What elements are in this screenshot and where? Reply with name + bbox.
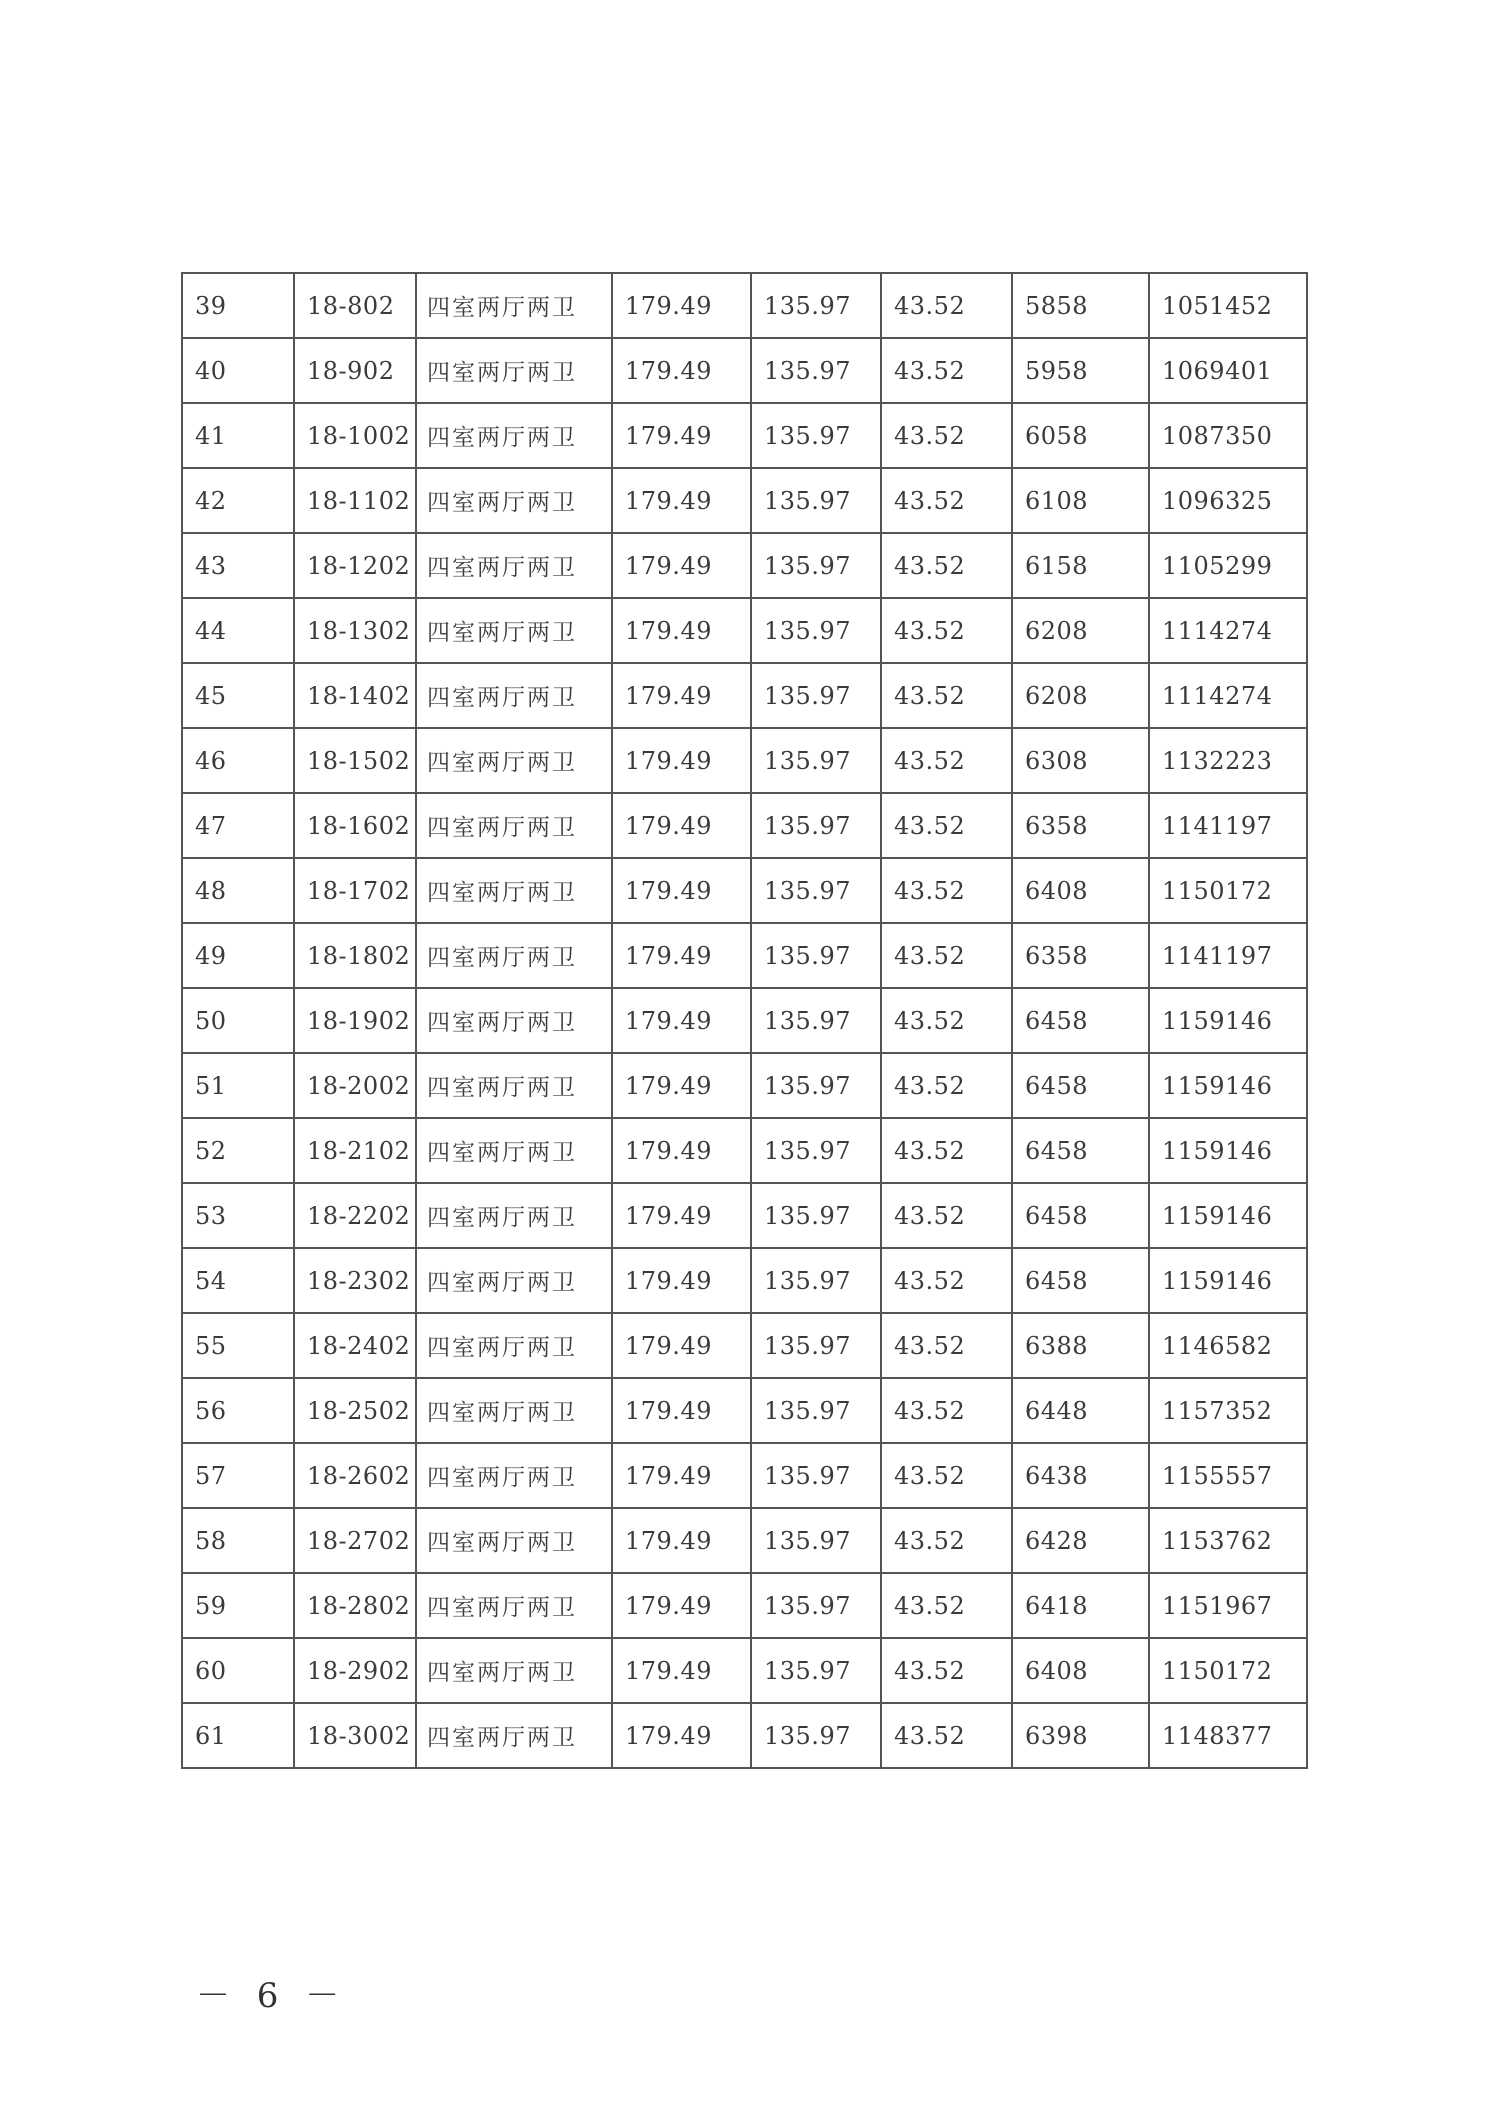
cell-unit-type: 四室两厅两卫 [416,338,612,403]
cell-building-area: 179.49 [612,1508,751,1573]
table-row [182,598,1307,663]
table-row [182,1638,1307,1703]
cell-building-area: 179.49 [612,533,751,598]
cell-unit-price: 6408 [1012,858,1149,923]
cell-unit-type: 四室两厅两卫 [416,728,612,793]
cell-unit-number: 18-1102 [294,468,416,533]
cell-unit-number: 18-1002 [294,403,416,468]
cell-total-price: 1087350 [1149,403,1307,468]
cell-building-area: 179.49 [612,923,751,988]
cell-unit-type: 四室两厅两卫 [416,988,612,1053]
page-number: － 6 － [196,1976,348,2016]
cell-unit-type: 四室两厅两卫 [416,1638,612,1703]
cell-shared-area: 43.52 [881,858,1012,923]
cell-shared-area: 43.52 [881,988,1012,1053]
cell-unit-price: 6358 [1012,793,1149,858]
cell-unit-number: 18-2102 [294,1118,416,1183]
cell-interior-area: 135.97 [751,1638,881,1703]
cell-unit-price: 6458 [1012,1183,1149,1248]
cell-row-number: 60 [182,1638,294,1703]
cell-building-area: 179.49 [612,793,751,858]
cell-unit-number: 18-802 [294,273,416,338]
cell-interior-area: 135.97 [751,793,881,858]
cell-shared-area: 43.52 [881,1508,1012,1573]
table-row [182,988,1307,1053]
cell-unit-number: 18-2402 [294,1313,416,1378]
cell-row-number: 44 [182,598,294,663]
cell-shared-area: 43.52 [881,533,1012,598]
cell-unit-price: 6058 [1012,403,1149,468]
cell-unit-number: 18-1702 [294,858,416,923]
cell-row-number: 46 [182,728,294,793]
cell-interior-area: 135.97 [751,1313,881,1378]
table-row [182,1118,1307,1183]
cell-total-price: 1157352 [1149,1378,1307,1443]
table-row [182,273,1307,338]
cell-interior-area: 135.97 [751,468,881,533]
cell-total-price: 1141197 [1149,793,1307,858]
cell-unit-number: 18-2502 [294,1378,416,1443]
cell-unit-price: 6388 [1012,1313,1149,1378]
cell-total-price: 1114274 [1149,663,1307,728]
cell-row-number: 51 [182,1053,294,1118]
cell-building-area: 179.49 [612,1183,751,1248]
cell-row-number: 61 [182,1703,294,1768]
cell-row-number: 59 [182,1573,294,1638]
cell-total-price: 1105299 [1149,533,1307,598]
cell-building-area: 179.49 [612,468,751,533]
cell-interior-area: 135.97 [751,988,881,1053]
cell-interior-area: 135.97 [751,1573,881,1638]
cell-shared-area: 43.52 [881,1313,1012,1378]
cell-shared-area: 43.52 [881,1703,1012,1768]
cell-unit-price: 6458 [1012,1053,1149,1118]
table-row [182,1703,1307,1768]
table-row [182,663,1307,728]
cell-unit-price: 6408 [1012,1638,1149,1703]
cell-building-area: 179.49 [612,598,751,663]
cell-unit-type: 四室两厅两卫 [416,923,612,988]
cell-shared-area: 43.52 [881,403,1012,468]
cell-row-number: 54 [182,1248,294,1313]
cell-unit-price: 5958 [1012,338,1149,403]
price-table [181,272,1308,1769]
cell-unit-type: 四室两厅两卫 [416,1378,612,1443]
cell-building-area: 179.49 [612,1378,751,1443]
cell-total-price: 1069401 [1149,338,1307,403]
cell-building-area: 179.49 [612,728,751,793]
table-row [182,1313,1307,1378]
cell-row-number: 53 [182,1183,294,1248]
cell-unit-number: 18-2202 [294,1183,416,1248]
cell-total-price: 1150172 [1149,1638,1307,1703]
cell-unit-number: 18-1502 [294,728,416,793]
cell-unit-price: 6448 [1012,1378,1149,1443]
cell-total-price: 1159146 [1149,1118,1307,1183]
table-row [182,793,1307,858]
cell-shared-area: 43.52 [881,1118,1012,1183]
cell-unit-type: 四室两厅两卫 [416,273,612,338]
cell-unit-type: 四室两厅两卫 [416,598,612,663]
cell-row-number: 43 [182,533,294,598]
cell-unit-number: 18-1902 [294,988,416,1053]
cell-total-price: 1150172 [1149,858,1307,923]
table-row [182,1378,1307,1443]
cell-total-price: 1051452 [1149,273,1307,338]
cell-interior-area: 135.97 [751,858,881,923]
cell-unit-number: 18-2902 [294,1638,416,1703]
cell-unit-price: 6108 [1012,468,1149,533]
cell-total-price: 1159146 [1149,1183,1307,1248]
cell-unit-type: 四室两厅两卫 [416,1183,612,1248]
table-row [182,1443,1307,1508]
table-row [182,858,1307,923]
cell-row-number: 39 [182,273,294,338]
cell-row-number: 57 [182,1443,294,1508]
cell-unit-number: 18-2602 [294,1443,416,1508]
cell-interior-area: 135.97 [751,1053,881,1118]
cell-row-number: 45 [182,663,294,728]
cell-building-area: 179.49 [612,1053,751,1118]
cell-shared-area: 43.52 [881,1053,1012,1118]
cell-row-number: 55 [182,1313,294,1378]
cell-unit-type: 四室两厅两卫 [416,1053,612,1118]
cell-interior-area: 135.97 [751,1443,881,1508]
cell-unit-type: 四室两厅两卫 [416,1573,612,1638]
cell-row-number: 56 [182,1378,294,1443]
cell-interior-area: 135.97 [751,1703,881,1768]
cell-unit-price: 6158 [1012,533,1149,598]
cell-unit-type: 四室两厅两卫 [416,468,612,533]
table-row [182,1183,1307,1248]
cell-total-price: 1159146 [1149,1248,1307,1313]
cell-unit-type: 四室两厅两卫 [416,1703,612,1768]
cell-shared-area: 43.52 [881,1638,1012,1703]
table-row [182,728,1307,793]
cell-unit-price: 5858 [1012,273,1149,338]
cell-unit-price: 6208 [1012,598,1149,663]
cell-unit-number: 18-2302 [294,1248,416,1313]
cell-unit-number: 18-2702 [294,1508,416,1573]
cell-row-number: 52 [182,1118,294,1183]
cell-shared-area: 43.52 [881,468,1012,533]
cell-interior-area: 135.97 [751,533,881,598]
cell-unit-type: 四室两厅两卫 [416,1118,612,1183]
cell-unit-price: 6458 [1012,1118,1149,1183]
cell-total-price: 1146582 [1149,1313,1307,1378]
cell-row-number: 58 [182,1508,294,1573]
cell-building-area: 179.49 [612,1118,751,1183]
cell-unit-type: 四室两厅两卫 [416,533,612,598]
cell-unit-number: 18-902 [294,338,416,403]
table-row [182,923,1307,988]
cell-unit-price: 6398 [1012,1703,1149,1768]
table-row [182,1573,1307,1638]
cell-unit-price: 6428 [1012,1508,1149,1573]
cell-row-number: 50 [182,988,294,1053]
cell-interior-area: 135.97 [751,338,881,403]
cell-unit-type: 四室两厅两卫 [416,1248,612,1313]
cell-unit-type: 四室两厅两卫 [416,793,612,858]
cell-total-price: 1153762 [1149,1508,1307,1573]
table-row [182,403,1307,468]
cell-shared-area: 43.52 [881,1573,1012,1638]
cell-unit-price: 6358 [1012,923,1149,988]
cell-shared-area: 43.52 [881,1443,1012,1508]
cell-unit-price: 6438 [1012,1443,1149,1508]
cell-row-number: 48 [182,858,294,923]
cell-shared-area: 43.52 [881,663,1012,728]
cell-building-area: 179.49 [612,338,751,403]
cell-interior-area: 135.97 [751,403,881,468]
cell-building-area: 179.49 [612,1573,751,1638]
cell-total-price: 1148377 [1149,1703,1307,1768]
cell-interior-area: 135.97 [751,598,881,663]
cell-unit-type: 四室两厅两卫 [416,1443,612,1508]
cell-unit-number: 18-1602 [294,793,416,858]
cell-unit-number: 18-1802 [294,923,416,988]
cell-row-number: 42 [182,468,294,533]
cell-shared-area: 43.52 [881,1378,1012,1443]
cell-unit-number: 18-1202 [294,533,416,598]
cell-interior-area: 135.97 [751,273,881,338]
table-row [182,468,1307,533]
cell-interior-area: 135.97 [751,923,881,988]
cell-unit-type: 四室两厅两卫 [416,1313,612,1378]
cell-unit-type: 四室两厅两卫 [416,1508,612,1573]
cell-building-area: 179.49 [612,1703,751,1768]
cell-shared-area: 43.52 [881,598,1012,663]
cell-total-price: 1132223 [1149,728,1307,793]
cell-unit-number: 18-2802 [294,1573,416,1638]
cell-unit-price: 6458 [1012,1248,1149,1313]
cell-building-area: 179.49 [612,663,751,728]
cell-shared-area: 43.52 [881,338,1012,403]
table-row [182,533,1307,598]
cell-total-price: 1151967 [1149,1573,1307,1638]
table-row [182,1248,1307,1313]
cell-unit-number: 18-1402 [294,663,416,728]
cell-row-number: 47 [182,793,294,858]
cell-unit-type: 四室两厅两卫 [416,403,612,468]
cell-row-number: 40 [182,338,294,403]
cell-total-price: 1159146 [1149,988,1307,1053]
cell-interior-area: 135.97 [751,728,881,793]
cell-building-area: 179.49 [612,273,751,338]
cell-shared-area: 43.52 [881,728,1012,793]
cell-building-area: 179.49 [612,1248,751,1313]
table-row [182,1508,1307,1573]
cell-unit-type: 四室两厅两卫 [416,663,612,728]
cell-unit-price: 6208 [1012,663,1149,728]
cell-unit-number: 18-2002 [294,1053,416,1118]
cell-interior-area: 135.97 [751,1183,881,1248]
cell-row-number: 41 [182,403,294,468]
cell-building-area: 179.49 [612,1638,751,1703]
cell-unit-price: 6418 [1012,1573,1149,1638]
cell-unit-number: 18-1302 [294,598,416,663]
cell-unit-type: 四室两厅两卫 [416,858,612,923]
cell-total-price: 1114274 [1149,598,1307,663]
cell-unit-number: 18-3002 [294,1703,416,1768]
cell-total-price: 1141197 [1149,923,1307,988]
cell-row-number: 49 [182,923,294,988]
cell-building-area: 179.49 [612,1313,751,1378]
cell-total-price: 1155557 [1149,1443,1307,1508]
cell-shared-area: 43.52 [881,273,1012,338]
cell-building-area: 179.49 [612,403,751,468]
cell-building-area: 179.49 [612,988,751,1053]
cell-total-price: 1096325 [1149,468,1307,533]
cell-unit-price: 6308 [1012,728,1149,793]
cell-shared-area: 43.52 [881,1183,1012,1248]
cell-interior-area: 135.97 [751,1248,881,1313]
price-table-wrapper [181,272,1306,1769]
cell-interior-area: 135.97 [751,1508,881,1573]
cell-shared-area: 43.52 [881,923,1012,988]
table-row [182,338,1307,403]
cell-building-area: 179.49 [612,1443,751,1508]
cell-unit-price: 6458 [1012,988,1149,1053]
cell-shared-area: 43.52 [881,1248,1012,1313]
cell-interior-area: 135.97 [751,1118,881,1183]
cell-shared-area: 43.52 [881,793,1012,858]
table-body [182,273,1307,1768]
table-row [182,1053,1307,1118]
cell-interior-area: 135.97 [751,1378,881,1443]
cell-total-price: 1159146 [1149,1053,1307,1118]
cell-building-area: 179.49 [612,858,751,923]
cell-interior-area: 135.97 [751,663,881,728]
